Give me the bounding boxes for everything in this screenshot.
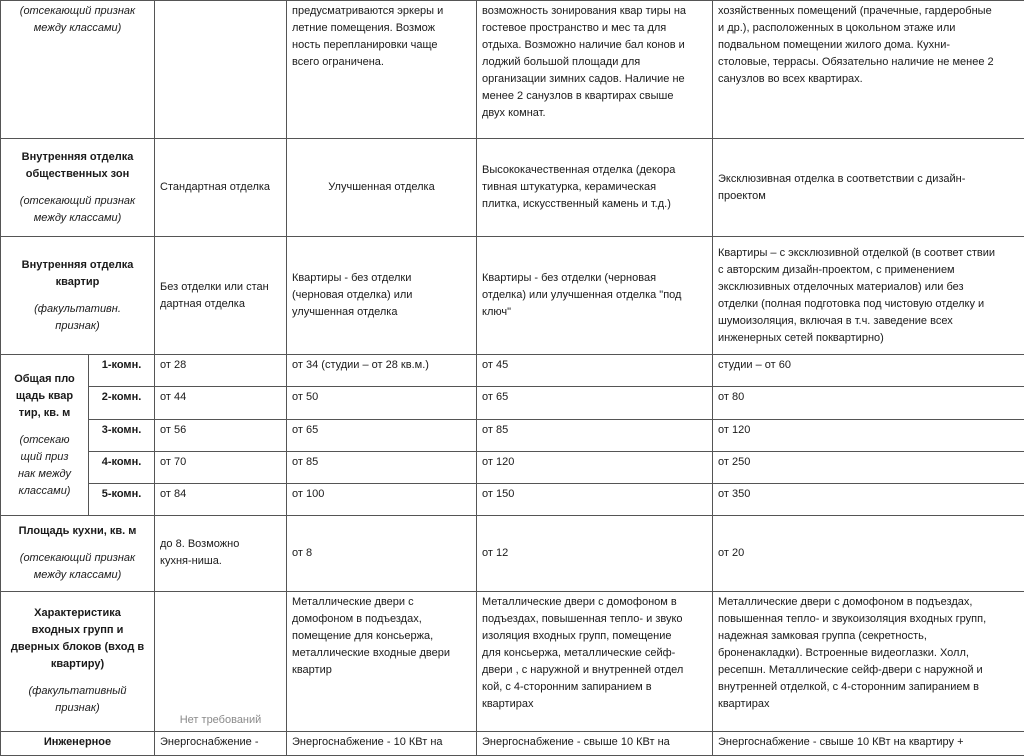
cell-class-2: от 50 — [287, 387, 477, 419]
row-header-title: Площадь кухни, кв. м — [18, 524, 137, 537]
row-header-title: Характеристика входных групп и дверных блоков (вход в квартиру) — [10, 607, 145, 671]
room-count-label: 4-комн. — [89, 451, 155, 483]
row-header-note: (факультативный признак) — [28, 685, 127, 715]
cell-class-1: Энергоснабжение - — [155, 731, 287, 755]
cell-class-3: Металлические двери с домофоном в подъездах, повышенная тепло- и звуко изоляция входных групп, помещение для консьержа, металлические сейф- двери , с наружной и внутренней отдел кой, с 4-сторонним запиранием в квартирах — [477, 591, 713, 731]
row-area-5room — [1, 483, 1024, 515]
cell-class-3: от 85 — [477, 419, 713, 451]
cell-class-1 — [155, 1, 287, 139]
row-apartment-finishing — [1, 237, 1024, 355]
cell-class-1: Без отделки или стан дартная отделка — [155, 237, 287, 355]
cell-class-4: студии – от 60 — [713, 355, 1024, 387]
row-header-note: (отсекающий признак между классами) — [19, 194, 136, 224]
cell-class-3: от 12 — [477, 515, 713, 591]
row-header — [1, 731, 155, 755]
room-count-label: 3-комн. — [89, 419, 155, 451]
cell-class-4: от 350 — [713, 483, 1024, 515]
cell-class-4: Энергоснабжение - свыше 10 КВт на квартиру + — [713, 731, 1024, 755]
cell-class-2: от 65 — [287, 419, 477, 451]
cell-class-2: от 85 — [287, 451, 477, 483]
cell-class-2: от 100 — [287, 483, 477, 515]
row-header — [1, 515, 155, 591]
cell-class-1: от 70 — [155, 451, 287, 483]
row-header — [1, 237, 155, 355]
cell-class-4: Эксклюзивная отделка в соответствии с дизайн- проектом — [713, 139, 1024, 237]
cell-class-1: до 8. Возможно кухня-ниша. — [155, 515, 287, 591]
row-header-title: Внутренняя отделка общественных зон — [21, 150, 134, 180]
row-area-4room — [1, 451, 1024, 483]
cell-class-3: Энергоснабжение - свыше 10 КВт на — [477, 731, 713, 755]
row-header — [1, 139, 155, 237]
room-count-label: 2-комн. — [89, 387, 155, 419]
cell-class-3: от 120 — [477, 451, 713, 483]
row-layout-continued — [1, 1, 1024, 139]
row-area-3room — [1, 419, 1024, 451]
cell-class-3: от 150 — [477, 483, 713, 515]
cell-class-3: возможность зонирования квар тиры на гостевое пространство и мес та для отдыха. Возможно наличие бал конов и лоджий большой площади для организации зимних садов. Наличие не менее 2 санузлов в квартирах свыше двух комнат. — [477, 1, 713, 139]
row-header-note: (отсекающий признак между классами) — [19, 5, 136, 34]
row-header-title: Общая пло щадь квар тир, кв. м — [14, 372, 75, 419]
room-count-label: 1-комн. — [89, 355, 155, 387]
cell-class-4: Металлические двери с домофоном в подъездах, повышенная тепло- и звукоизоляция входных групп, надежная замковая группа (секретность, броненакладки). Встроенные видеоглазки. Холл, ресепшн. Металлические сейф-двери с наружной и внутренней отделкой, с 4-сторонним запиранием в квартирах — [713, 591, 1024, 731]
cell-class-4: от 20 — [713, 515, 1024, 591]
cell-class-2: от 34 (студии – от 28 кв.м.) — [287, 355, 477, 387]
cell-class-4: хозяйственных помещений (прачечные, гардеробные и др.), расположенных в цокольном этаже или подвальном помещении жилого дома. Кухни- столовые, террасы. Обязательно наличие не менее 2 санузлов во всех квартирах. — [713, 1, 1024, 139]
row-area-2room — [1, 387, 1024, 419]
cell-class-2: Энергоснабжение - 10 КВт на — [287, 731, 477, 755]
row-header — [1, 355, 89, 515]
cell-class-3: от 45 — [477, 355, 713, 387]
row-header — [1, 1, 155, 139]
cell-class-1: Нет требований — [155, 591, 287, 731]
cell-class-3: Высококачественная отделка (декора тивная штукатурка, керамическая плитка, искусственный камень и т.д.) — [477, 139, 713, 237]
cell-class-4: от 80 — [713, 387, 1024, 419]
row-kitchen-area — [1, 515, 1024, 591]
row-entrance-groups — [1, 591, 1024, 731]
row-public-finishing — [1, 139, 1024, 237]
cell-class-2: от 8 — [287, 515, 477, 591]
cell-class-2: предусматриваются эркеры и летние помещения. Возмож ность перепланировки чаще всего ограничена. — [287, 1, 477, 139]
row-header-title: Инженерное — [43, 735, 112, 748]
cell-class-1: от 44 — [155, 387, 287, 419]
cell-class-3: Квартиры - без отделки (черновая отделка) или улучшенная отделка "под ключ" — [477, 237, 713, 355]
cell-class-4: Квартиры – с эксклюзивной отделкой (в соответ ствии с авторским дизайн-проектом, с применением эксклюзивных отделочных материалов) или без отделки (полная подготовка под чистовую отделку и шумоизоляция, включая в т.ч. заведение всех инженерных сетей поквартирно) — [713, 237, 1024, 355]
cell-class-2: Квартиры - без отделки (черновая отделка) или улучшенная отделка — [287, 237, 477, 355]
row-area-1room — [1, 355, 1024, 387]
cell-class-1: от 28 — [155, 355, 287, 387]
row-header — [1, 591, 155, 731]
cell-class-1: от 56 — [155, 419, 287, 451]
cell-class-4: от 250 — [713, 451, 1024, 483]
row-engineering — [1, 731, 1024, 755]
cell-class-2: Улучшенная отделка — [287, 139, 477, 237]
cell-class-4: от 120 — [713, 419, 1024, 451]
row-header-note: (факультативн. признак) — [34, 302, 121, 332]
cell-class-1: Стандартная отделка — [155, 139, 287, 237]
cell-class-2: Металлические двери с домофоном в подъездах, помещение для консьержа, металлические входные двери квартир — [287, 591, 477, 731]
cell-class-1: от 84 — [155, 483, 287, 515]
row-header-note: (отсекающий признак между классами) — [19, 551, 136, 581]
row-header-note: (отсекаю щий приз нак между классами) — [18, 433, 71, 497]
cell-class-3: от 65 — [477, 387, 713, 419]
room-count-label: 5-комн. — [89, 483, 155, 515]
row-header-title: Внутренняя отделка квартир — [21, 258, 134, 288]
